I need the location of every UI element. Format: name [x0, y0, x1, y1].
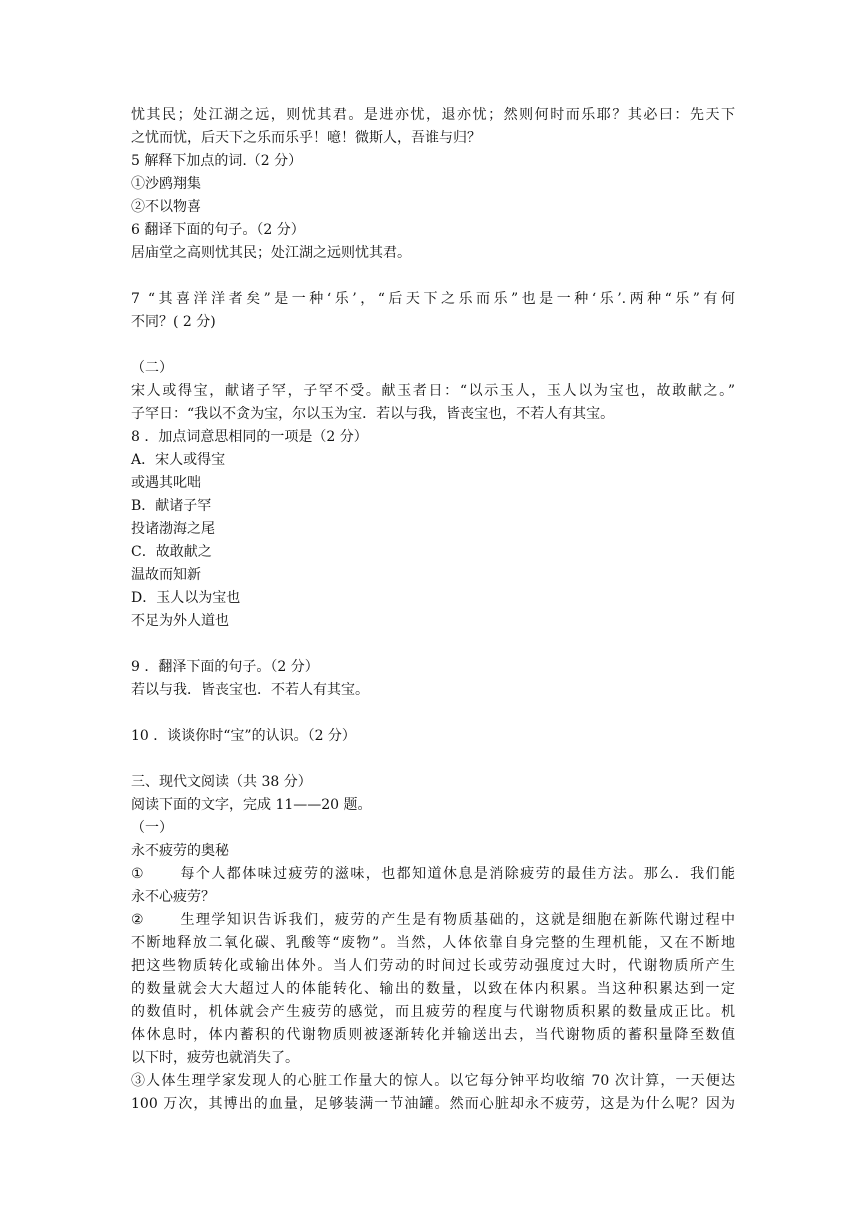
passage-line: 子罕日：“我以不贪为宝，尔以玉为宝．若以与我，皆丧宝也，不若人有其宝。 [131, 406, 615, 422]
spacer [131, 748, 735, 771]
question-8-option: A．宋人或得宝 [131, 452, 226, 468]
paragraph-text: 生理学知识告诉我们，疲劳的产生是有物质基础的，这就是细胞在新陈代谢过程中 [179, 912, 735, 928]
question-8-option-compare: 或遇其叱咄 [131, 475, 201, 491]
section-heading: （二） [131, 360, 173, 376]
question-6-stem: 6 翻译下面的句子。（2 分） [131, 222, 305, 238]
spacer [131, 334, 735, 357]
question-10-stem: 10 ．谈谈你时“宝”的认识。（2 分） [131, 728, 356, 744]
paragraph-2-line: 以下时，疲劳也就消失了。 [131, 1050, 299, 1066]
paragraph-2-line [131, 909, 735, 932]
paragraph-2-line: 不断地释放二氧化碳、乳酸等“废物”。当然，人体依靠自身完整的生理机能，又在不断地 [131, 935, 735, 951]
question-8-option-compare: 投诸渤海之尾 [131, 521, 215, 537]
question-8-option-compare: 温故而知新 [131, 567, 201, 583]
question-6-sentence: 居庙堂之高则忧其民；处江湖之远则忧其君。 [131, 245, 411, 261]
question-5-item: ①沙鸥翔集 [131, 176, 201, 192]
question-7-stem-cont: 不同？( 2 分) [131, 314, 216, 330]
spacer [131, 702, 735, 725]
passage-line: 忧其民；处江湖之远，则忧其君。是进亦忧，退亦忧；然则何时而乐耶？其必曰：先天下 [131, 107, 735, 123]
question-8-option: D．玉人以为宝也 [131, 590, 241, 606]
paragraph-1-line [131, 863, 735, 886]
spacer [131, 265, 735, 288]
paragraph-number: ① [131, 866, 145, 882]
question-5-item: ②不以物喜 [131, 199, 201, 215]
article-title: 永不疲劳的奥秘 [131, 843, 229, 859]
paragraph-1-line: 永不心疲劳？ [131, 889, 215, 905]
paragraph-2-line: 的数量就会大大超过人的体能转化、输出的数量，以致在体内积累。当这种积累达到一定 [131, 981, 735, 997]
part-3-instruction: 阅读下面的文字，完成 11——20 题。 [131, 797, 372, 813]
question-8-option-compare: 不足为外人道也 [131, 613, 229, 629]
question-7-stem: 7 “其喜洋洋者矣”是一种‘乐’，“后天下之乐而乐”也是一种‘乐’.两种“乐”有何 [131, 291, 735, 307]
paragraph-3-line: 100 万次，其博出的血量，足够装满一节油罐。然而心脏却永不疲劳，这是为什么呢？因为 [131, 1096, 735, 1112]
part-3-sub-heading: （一） [131, 820, 173, 836]
paragraph-2-line: 把这些物质转化或输出体外。当人们劳动的时间过长或劳动强度过大时，代谢物质所产生 [131, 958, 735, 974]
question-8-option: B．献诸子罕 [131, 498, 212, 514]
passage-line: 之忧而忧，后天下之乐而乐乎！噫！微斯人，吾谁与归？ [131, 130, 481, 146]
passage-line: 宋人或得宝，献诸子罕，子罕不受。献玉者日：“以示玉人，玉人以为宝也，故敢献之。” [131, 383, 735, 399]
question-8-stem: 8 ．加点词意思相同的一项是（2 分） [131, 429, 368, 445]
document-page [131, 104, 735, 1116]
part-3-heading: 三、现代文阅读（共 38 分） [131, 774, 312, 790]
question-9-stem: 9 ．翻泽下面的句子。（2 分） [131, 659, 319, 675]
question-5-stem: 5 解释下加点的词.（2 分） [131, 153, 303, 169]
question-9-sentence: 若以与我．皆丧宝也．不若人有其宝。 [131, 682, 369, 698]
paragraph-2-line: 体休息时，体内蓄积的代谢物质则被逐渐转化并输送出去，当代谢物质的蓄积量降至数值 [131, 1027, 735, 1043]
paragraph-text: 每个人都体味过疲劳的滋味，也都知道休息是消除疲劳的最佳方法。那么．我们能 [179, 866, 735, 882]
spacer [131, 633, 735, 656]
paragraph-2-line: 的数值时，机体就会产生疲劳的感觉，而且疲劳的程度与代谢物质积累的数量成正比。机 [131, 1004, 735, 1020]
question-8-option: C．故敢献之 [131, 544, 212, 560]
paragraph-number: ② [131, 912, 145, 928]
paragraph-3-line: ③人体生理学家发现人的心脏工作量大的惊人。以它每分钟平均收缩 70 次计算，一天便达 [131, 1073, 735, 1089]
